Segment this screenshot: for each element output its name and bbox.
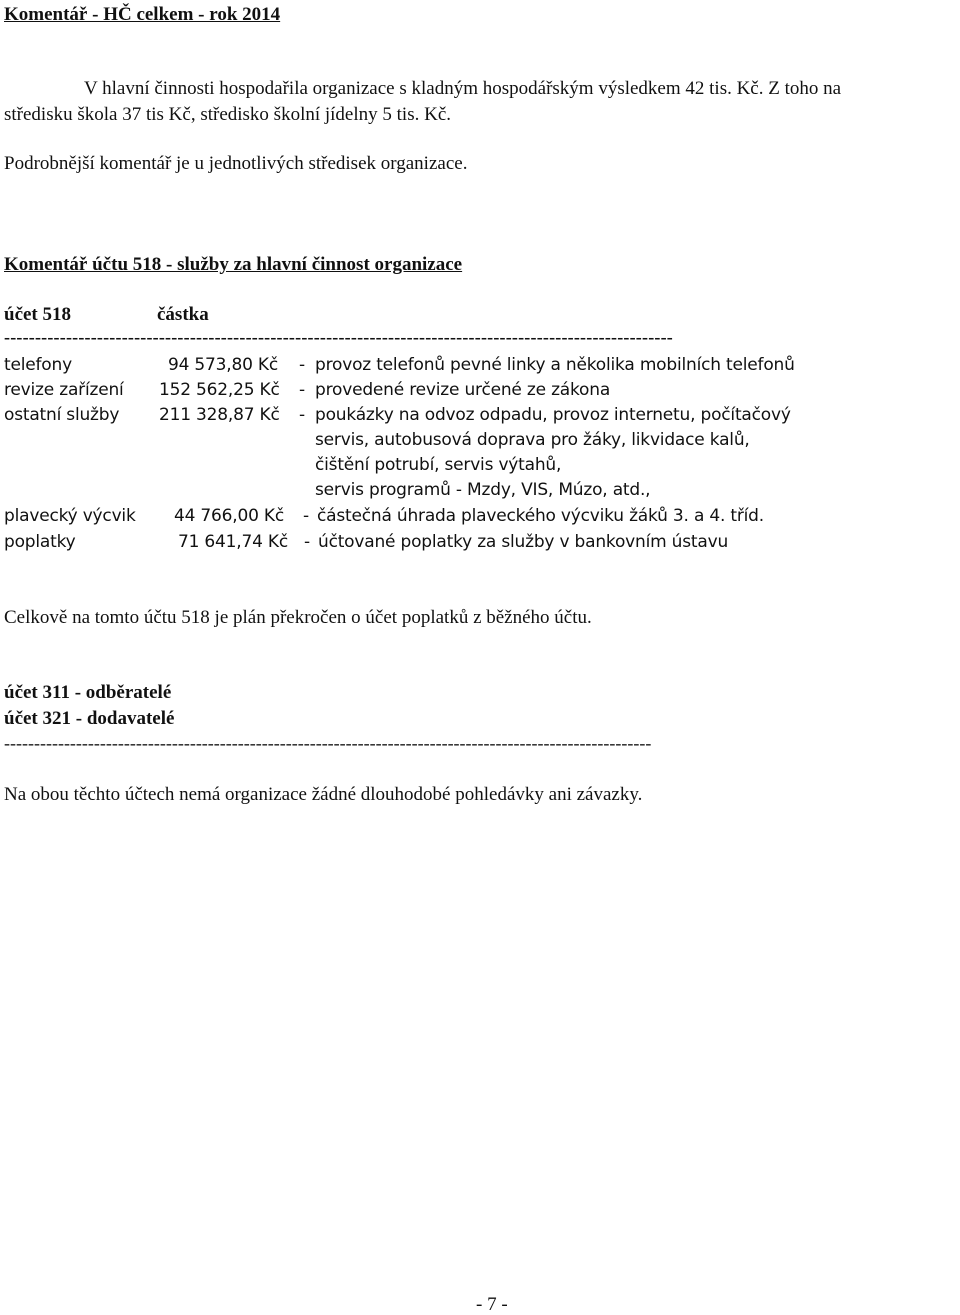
section-heading-518: Komentář účtu 518 - služby za hlavní činnost organizace <box>4 254 463 275</box>
intro-line-3: Podrobnější komentář je u jednotlivých středisek organizace. <box>4 153 468 174</box>
intro-line-2: středisku škola 37 tis Kč, středisko školní jídelny 5 tis. Kč. <box>4 104 452 125</box>
row-sep-revize: - <box>299 380 305 400</box>
row-desc-ostatni-2: servis, autobusová doprava pro žáky, likvidace kalů, <box>315 430 750 450</box>
row-desc-plavecky: částečná úhrada plaveckého výcviku žáků 3. a 4. tříd. <box>317 506 764 526</box>
row-label-poplatky: poplatky <box>4 532 76 552</box>
row-sep-telefony: - <box>299 355 305 375</box>
row-sep-plavecky: - <box>303 506 309 526</box>
page-number: - 7 - <box>476 1294 508 1315</box>
row-amount-poplatky: 71 641,74 Kč <box>178 532 289 552</box>
row-label-ostatni: ostatní služby <box>4 405 120 425</box>
account-311: účet 311 - odběratelé <box>4 682 172 703</box>
row-sep-poplatky: - <box>304 532 310 552</box>
table-header-account: účet 518 <box>4 304 72 325</box>
row-sep-ostatni: - <box>299 405 305 425</box>
row-amount-revize: 152 562,25 Kč <box>159 380 280 400</box>
row-desc-telefony: provoz telefonů pevné linky a několika mobilních telefonů <box>315 355 795 375</box>
closing-text: Na obou těchto účtech nemá organizace žádné dlouhodobé pohledávky ani závazky. <box>4 784 643 805</box>
row-desc-ostatni-4: servis programů - Mzdy, VIS, Múzo, atd., <box>315 480 651 500</box>
row-desc-ostatni-3: čištění potrubí, servis výtahů, <box>315 455 562 475</box>
row-label-plavecky: plavecký výcvik <box>4 506 136 526</box>
row-label-revize: revize zařízení <box>4 380 124 400</box>
row-label-telefony: telefony <box>4 355 72 375</box>
section-heading-hc: Komentář - HČ celkem - rok 2014 <box>4 4 281 25</box>
row-amount-telefony: 94 573,80 Kč <box>168 355 279 375</box>
intro-line-1: V hlavní činnosti hospodařila organizace s kladným hospodářským výsledkem 42 tis. Kč. Z toho na <box>84 78 842 99</box>
row-desc-ostatni-1: poukázky na odvoz odpadu, provoz internetu, počítačový <box>315 405 791 425</box>
row-desc-poplatky: účtované poplatky za služby v bankovním ústavu <box>318 532 729 552</box>
row-amount-plavecky: 44 766,00 Kč <box>174 506 285 526</box>
accounts-separator: ------------------------------------------------------------------------------------------------------------ <box>4 734 652 752</box>
row-amount-ostatni: 211 328,87 Kč <box>159 405 280 425</box>
table-separator: ------------------------------------------------------------------------------------------------------------ <box>4 328 673 346</box>
row-desc-revize: provedené revize určené ze zákona <box>315 380 611 400</box>
account-321: účet 321 - dodavatelé <box>4 708 175 729</box>
summary-text: Celkově na tomto účtu 518 je plán překročen o účet poplatků z běžného účtu. <box>4 607 592 628</box>
table-header-amount: částka <box>157 304 209 325</box>
